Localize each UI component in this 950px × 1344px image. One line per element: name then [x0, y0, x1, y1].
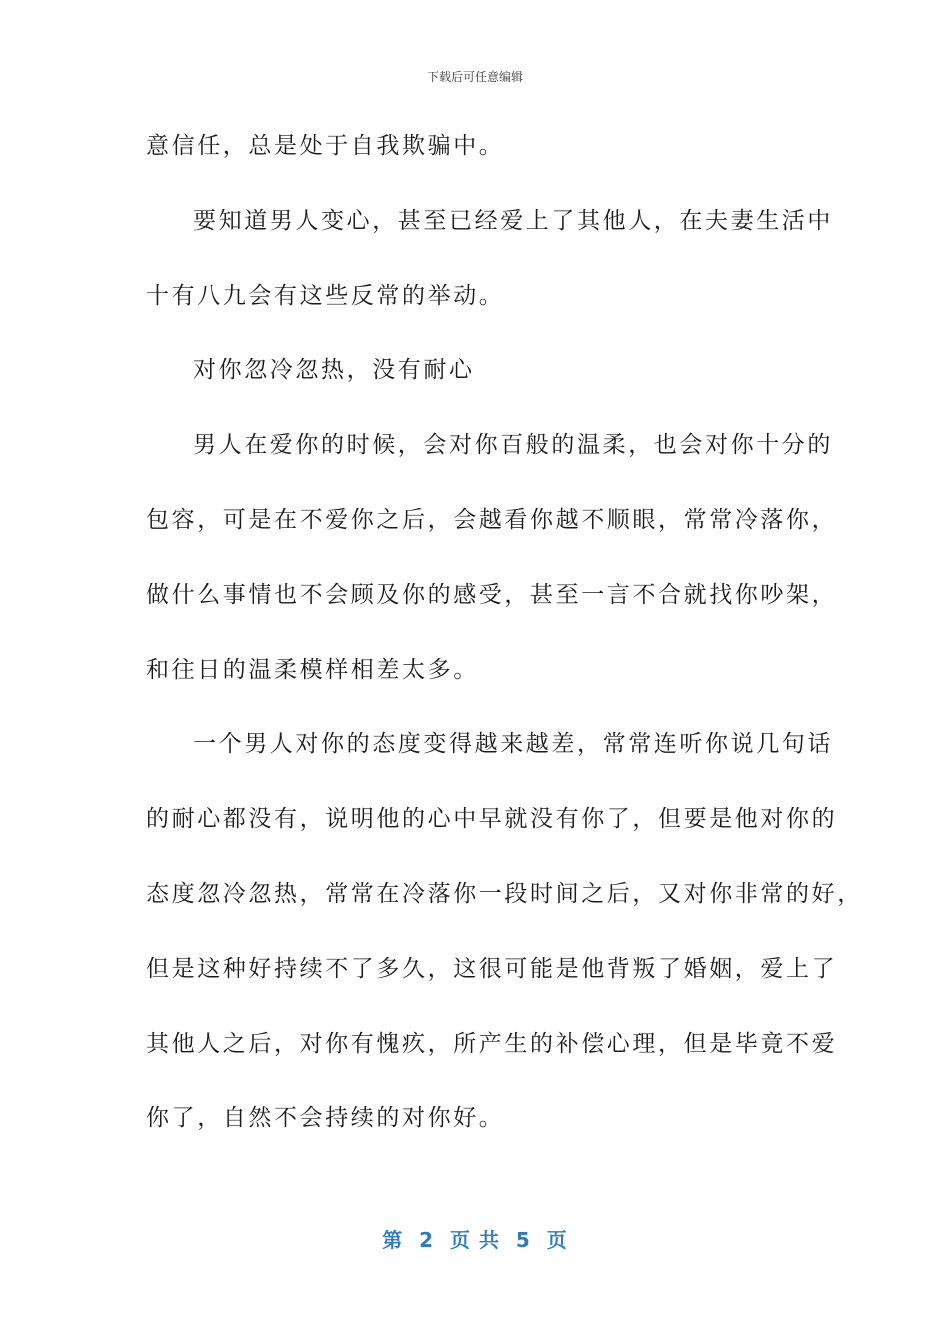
text-line: 包容，可是在不爱你之后，会越看你越不顺眼，常常冷落你， — [146, 506, 838, 533]
text-line: 的耐心都没有，说明他的心中早就没有你了，但要是他对你的 — [146, 806, 838, 833]
page-header: 下载后可任意编辑 — [426, 70, 523, 84]
text-line: 你了，自然不会持续的对你好。 — [146, 1105, 505, 1132]
text-line: 意信任，总是处于自我欺骗中。 — [146, 133, 505, 159]
text-line: 和往日的温柔模样相差太多。 — [146, 656, 479, 683]
text-line: 但是这种好持续不了多久，这很可能是他背叛了婚姻，爱上了 — [146, 955, 838, 982]
text-line: 做什么事情也不会顾及你的感受，甚至一言不合就找你吵架， — [146, 581, 838, 608]
paragraph-start: 男人在爱你的时候，会对你百般的温柔，也会对你十分的 — [193, 432, 833, 459]
paragraph-start: 一个男人对你的态度变得越来越差，常常连听你说几句话 — [193, 731, 833, 758]
paragraph-start: 要知道男人变心，甚至已经爱上了其他人，在夫妻生活中 — [193, 207, 833, 234]
document-body — [146, 126, 863, 1173]
section-heading: 对你忽冷忽热，没有耐心 — [193, 357, 475, 384]
text-line: 其他人之后，对你有愧疚，所产生的补偿心理，但是毕竟不爱 — [146, 1030, 838, 1057]
text-line: 态度忽冷忽热，常常在冷落你一段时间之后，又对你非常的好， — [146, 880, 863, 907]
page-number-footer: 第 2 页 共 5 页 — [382, 1228, 568, 1252]
text-line: 十有八九会有这些反常的举动。 — [146, 282, 505, 309]
